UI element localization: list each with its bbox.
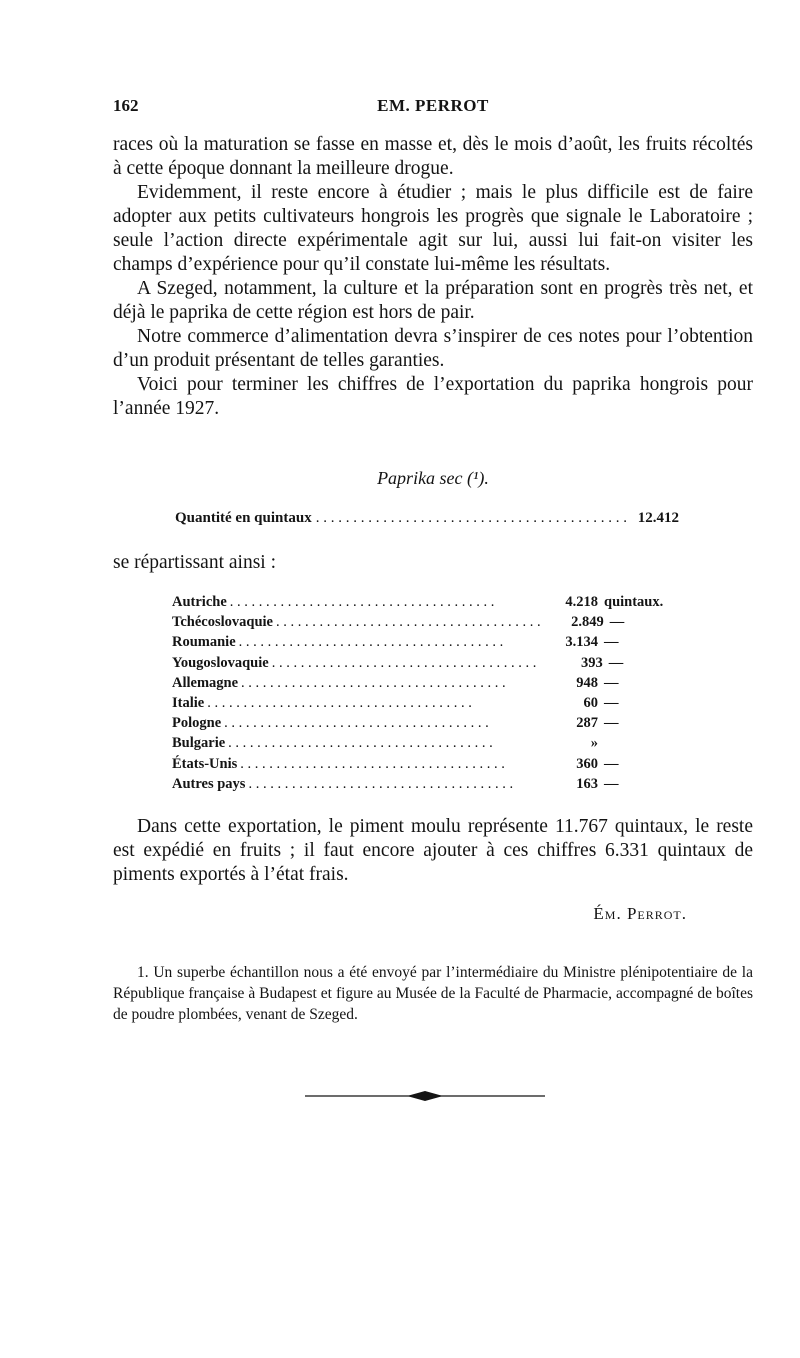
country-value: 60 <box>583 694 598 711</box>
leader-dots: . . . . . . . . . . . . . . . . . . . . . . . . . . . . . . . . . . . . . . . . . . <box>315 510 627 526</box>
paragraph: Dans cette exportation, le piment moulu représente 11.767 quintaux, le reste est expédié en fruits ; il faut encore ajouter à ces chiffres 6.331 quintaux de piments exportés à l’état frais. <box>113 816 753 885</box>
country-name: États-Unis <box>172 755 238 772</box>
leader-dots: . . . . . . . . . . . . . . . . . . . . . . . . . . . . . . . . . . . . . <box>241 674 506 691</box>
leader-dots: . . . . . . . . . . . . . . . . . . . . . . . . . . . . . . . . . . . . . <box>238 634 504 651</box>
country-value: 360 <box>576 755 598 772</box>
table-row <box>172 693 712 713</box>
leader-dots: . . . . . . . . . . . . . . . . . . . . . . . . . . . . . . . . . . . . . <box>248 775 514 792</box>
country-name: Autres pays <box>172 775 246 792</box>
quantity-value: 12.412 <box>637 510 679 526</box>
table-row <box>172 592 712 612</box>
ornament-divider-icon <box>305 1086 545 1106</box>
paragraph: Evidemment, il reste encore à étudier ; mais le plus difficile est de faire adopter aux petits cultivateurs hongrois les progrès que signale le Laboratoire ; seule l’action directe expérimentale agit sur lui, aussi lui fait-on visiter les champs d’expérience pour qu’il constate lui-même les résultats. <box>113 182 753 275</box>
country-value: 4.218 <box>565 594 598 610</box>
paragraph: A Szeged, notamment, la culture et la préparation sont en progrès très net, et déjà le paprika de cette région est hors de pair. <box>113 278 753 323</box>
country-unit: quintaux. <box>604 594 664 610</box>
country-unit: — <box>604 694 619 711</box>
country-name: Tchécoslovaquie <box>172 614 273 631</box>
country-value: 948 <box>576 674 598 691</box>
country-name: Pologne <box>172 715 222 732</box>
page-number: 162 <box>113 96 139 115</box>
table-row <box>172 612 712 632</box>
leader-dots: . . . . . . . . . . . . . . . . . . . . . . . . . . . . . . . . . . . . . <box>240 755 505 772</box>
country-value: 3.134 <box>565 634 598 651</box>
closing-text <box>113 815 753 887</box>
country-name: Bulgarie <box>172 735 226 752</box>
country-name: Italie <box>172 694 205 711</box>
paragraph: races où la maturation se fasse en masse et, dès le mois d’août, les fruits récoltés à cette époque donnant la meilleure drogue. <box>113 134 753 179</box>
author-signature: Ém. Perrot. <box>593 904 687 923</box>
paragraph: Voici pour terminer les chiffres de l’exportation du paprika hongrois pour l’année 1927. <box>113 374 753 419</box>
country-value: 163 <box>576 775 598 792</box>
country-unit: — <box>609 614 625 631</box>
leader-dots: . . . . . . . . . . . . . . . . . . . . . . . . . . . . . . . . . . . . . <box>228 735 493 752</box>
country-value: 393 <box>580 654 603 671</box>
total-quantity-row <box>175 510 679 527</box>
table-row <box>172 653 712 673</box>
table-row <box>172 713 712 733</box>
table-row <box>172 673 712 693</box>
paragraph: Notre commerce d’alimentation devra s’inspirer de ces notes pour l’obtention d’un produit présentant de telles garanties. <box>113 326 753 371</box>
country-value: » <box>590 735 598 752</box>
quantity-label: Quantité en quintaux <box>175 510 312 526</box>
country-unit: — <box>604 715 619 732</box>
country-unit: — <box>604 775 619 792</box>
table-row <box>172 754 712 774</box>
leader-dots: . . . . . . . . . . . . . . . . . . . . . . . . . . . . . . . . . . . . . <box>207 694 472 711</box>
table-row <box>172 733 712 753</box>
leader-dots: . . . . . . . . . . . . . . . . . . . . . . . . . . . . . . . . . . . . . <box>275 614 541 631</box>
country-name: Autriche <box>172 594 227 610</box>
table-row <box>172 774 712 794</box>
running-head: EM. PERROT <box>377 96 489 115</box>
split-label: se répartissant ainsi : <box>113 552 276 573</box>
table-row <box>172 632 712 652</box>
country-unit: — <box>604 674 619 691</box>
country-value: 2.849 <box>571 614 604 631</box>
leader-dots: . . . . . . . . . . . . . . . . . . . . . . . . . . . . . . . . . . . . . <box>224 715 489 732</box>
leader-dots: . . . . . . . . . . . . . . . . . . . . . . . . . . . . . . . . . . . . . <box>271 654 537 671</box>
footnote-text: 1. Un superbe échantillon nous a été envoyé par l’intermédiaire du Ministre plénipotentiaire de la République française à Budapest et figure au Musée de la Faculté de Pharmacie, accompagné de boîtes de poudre plombées, venant de Szeged. <box>113 964 753 1023</box>
country-unit: — <box>604 634 619 651</box>
page-header <box>113 96 753 118</box>
table-subtitle: Paprika sec (¹). <box>377 468 489 488</box>
country-name: Yougoslovaquie <box>172 654 269 671</box>
country-unit: — <box>608 654 624 671</box>
country-unit: — <box>604 755 619 772</box>
body-text <box>113 133 753 421</box>
country-value: 287 <box>576 715 598 732</box>
country-name: Allemagne <box>172 674 239 691</box>
footnote <box>113 962 753 1025</box>
country-name: Roumanie <box>172 634 236 651</box>
country-table <box>172 592 712 794</box>
country-unit <box>598 733 712 753</box>
leader-dots: . . . . . . . . . . . . . . . . . . . . . . . . . . . . . . . . . . . . . <box>229 594 495 610</box>
